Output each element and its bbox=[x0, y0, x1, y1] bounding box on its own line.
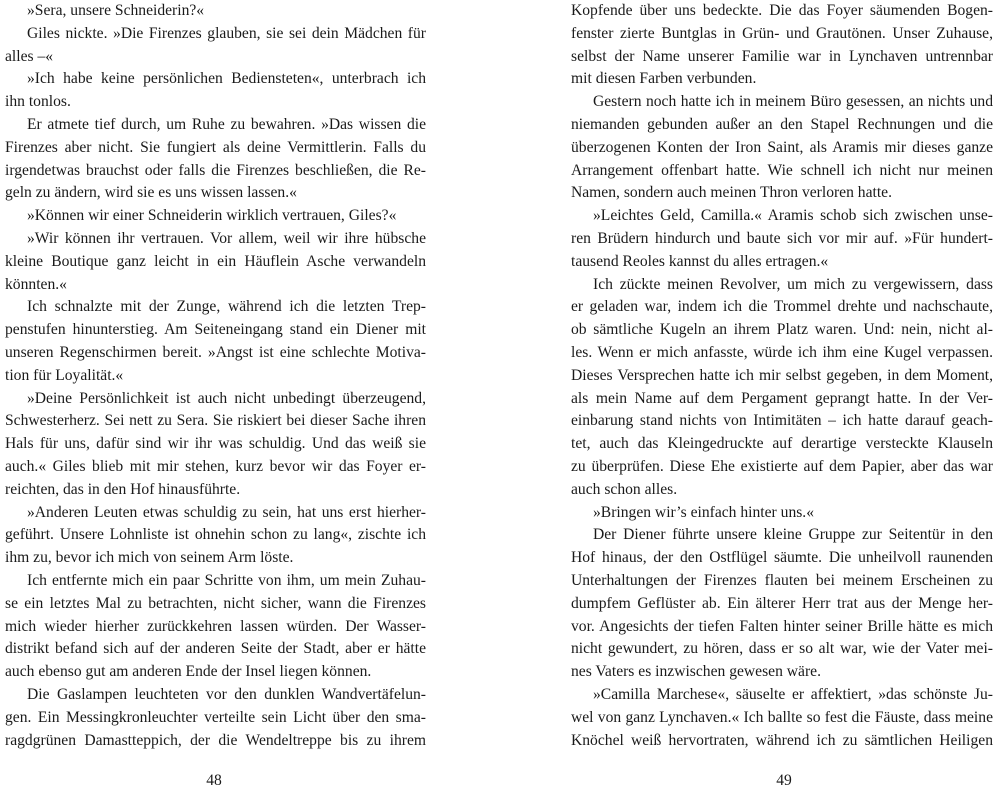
text-line: ren Brüdern hindurch und baute sich vor mir auf. »Für hundert- bbox=[571, 229, 993, 247]
text-line: penstufen hinunterstieg. Am Seiteneingang stand ein Diener mit bbox=[5, 321, 426, 339]
text-line: Dieses Versprechen hatte ich mir selbst gegeben, in dem Moment, bbox=[571, 366, 993, 384]
text-line: vor. Angesichts der tiefen Falten hinter seiner Brille hätte es mich bbox=[571, 617, 993, 635]
text-line: tausend Reoles kannst du alles ertragen.« bbox=[571, 252, 829, 270]
text-line: Arrangement offenbart hatte. Wie schnell ich nicht nur meinen bbox=[571, 161, 993, 179]
text-line: »Camilla Marchese«, säuselte er affektiert, »das schönste Ju- bbox=[593, 685, 993, 703]
right-page-body bbox=[571, 0, 993, 752]
text-line: les. Wenn er mich anfasste, würde ich ihm eine Kugel verpassen. bbox=[571, 343, 993, 361]
text-line: Hals für uns, dafür sind wir ihr was schuldig. Und das weiß sie bbox=[5, 435, 426, 453]
text-line: nes Vaters es inzwischen gewesen wäre. bbox=[571, 663, 821, 681]
text-line: ihn tonlos. bbox=[5, 93, 71, 111]
text-line: Die Gaslampen leuchteten vor den dunklen Wandvertäfelun- bbox=[27, 685, 426, 703]
left-page-body bbox=[5, 0, 426, 752]
text-line: Hof hinaus, der den Ostflügel säumte. Die unheilvoll raunenden bbox=[571, 549, 993, 567]
text-line: zu überprüfen. Diese Ehe existierte auf dem Papier, aber das war bbox=[571, 457, 993, 475]
text-line: tet, auch das Kleingedruckte auf derartige versteckte Klauseln bbox=[571, 435, 993, 453]
text-line: »Bringen wir’s einfach hinter uns.« bbox=[593, 503, 815, 521]
text-line: auch schon alles. bbox=[571, 480, 678, 498]
text-line: geln zu ändern, wird sie es uns wissen lassen.« bbox=[5, 184, 297, 202]
text-line: ob sämtliche Kugeln an ihrem Platz waren. Und: nein, nicht al- bbox=[571, 321, 993, 339]
text-line: wel von ganz Lynchaven.« Ich ballte so fest die Fäuste, dass meine bbox=[571, 708, 993, 726]
text-line: »Deine Persönlichkeit ist auch nicht unbedingt überzeugend, bbox=[27, 389, 426, 407]
text-line: »Ich habe keine persönlichen Bediensteten«, unterbrach ich bbox=[27, 70, 426, 88]
text-line: Knöchel weiß hervortraten, während ich zu sämtlichen Heiligen bbox=[571, 731, 993, 749]
text-line: tion für Loyalität.« bbox=[5, 366, 124, 384]
text-line: Ich zückte meinen Revolver, um mich zu vergewissern, dass bbox=[593, 275, 993, 293]
text-line: »Sera, unsere Schneiderin?« bbox=[27, 2, 205, 19]
text-line: distrikt befand sich auf der anderen Seite der Stadt, aber er hätte bbox=[5, 640, 426, 658]
text-line: alles –« bbox=[5, 47, 54, 65]
text-line: reichten, das in den Hof hinausführte. bbox=[5, 480, 241, 498]
text-line: »Wir können ihr vertrauen. Vor allem, weil wir ihre hübsche bbox=[27, 229, 426, 247]
text-line: irgendetwas brauchst oder falls die Firenzes beschließen, die Re- bbox=[5, 161, 426, 179]
text-line: Gestern noch hatte ich in meinem Büro gesessen, an nichts und bbox=[593, 93, 993, 111]
right-page-number: 49 bbox=[776, 772, 792, 789]
text-line: »Anderen Leuten etwas schuldig zu sein, hat uns erst hierher- bbox=[27, 503, 426, 521]
text-line: nicht gewundert, zu hören, dass er so alt war, wie der Vater mei- bbox=[571, 640, 993, 658]
text-line: könnten.« bbox=[5, 275, 67, 293]
text-line: Ich entfernte mich ein paar Schritte von ihm, um mein Zuhau- bbox=[27, 571, 426, 589]
text-line: niemanden gebunden außer an den Stapel Rechnungen und die bbox=[571, 115, 993, 133]
text-line: auch.« Giles blieb mit mir stehen, kurz bevor wir das Foyer er- bbox=[5, 457, 426, 475]
text-line: Schwesterherz. Sei nett zu Sera. Sie riskiert bei dieser Sache ihren bbox=[5, 412, 426, 430]
text-line: er geladen war, indem ich die Trommel drehte und nachschaute, bbox=[571, 298, 993, 316]
text-line: mit diesen Farben verbunden. bbox=[571, 70, 757, 88]
text-line: fenster zierte Buntglas in Grün- und Grautönen. Unser Zuhause, bbox=[571, 24, 993, 42]
text-line: Kopfende über uns bedeckte. Die das Foyer säumenden Bogen- bbox=[571, 2, 993, 19]
left-page-number: 48 bbox=[206, 772, 222, 789]
text-line: kleine Boutique ganz leicht in ein Häuflein Asche verwandeln bbox=[5, 252, 426, 270]
text-line: Firenzes aber nicht. Sie fungiert als deine Vermittlerin. Falls du bbox=[5, 138, 426, 156]
text-line: ragdgrünen Damastteppich, der die Wendeltreppe bis zu ihrem bbox=[5, 731, 426, 749]
text-line: auch ebenso gut am anderen Ende der Insel liegen können. bbox=[5, 663, 372, 681]
text-line: Unterhaltungen der Firenzes flauten bei meinem Erscheinen zu bbox=[571, 571, 993, 589]
text-line: dumpfem Geflüster ab. Ein älterer Herr trat aus der Menge her- bbox=[571, 594, 993, 612]
text-line: se ein letztes Mal zu betrachten, nicht sicher, wann die Firenzes bbox=[5, 594, 426, 612]
text-line: unseren Regenschirmen bereit. »Angst ist eine schlechte Motiva- bbox=[5, 343, 426, 361]
text-line: Giles nickte. »Die Firenzes glauben, sie sei dein Mädchen für bbox=[27, 24, 426, 42]
text-line: »Können wir einer Schneiderin wirklich vertrauen, Giles?« bbox=[27, 207, 397, 225]
text-line: Ich schnalzte mit der Zunge, während ich die letzten Trep- bbox=[27, 298, 426, 316]
text-line: ihm zu, bevor ich mich von seinem Arm löste. bbox=[5, 549, 294, 567]
text-line: Er atmete tief durch, um Ruhe zu bewahren. »Das wissen die bbox=[27, 115, 426, 133]
text-line: selbst der Name unserer Familie war in Lynchaven untrennbar bbox=[571, 47, 993, 65]
text-line: »Leichtes Geld, Camilla.« Aramis schob sich zwischen unse- bbox=[593, 207, 993, 225]
text-line: Namen, sondern auch meinen Thron verloren hatte. bbox=[571, 184, 893, 202]
text-line: mich wieder hierher zurückkehren lassen würden. Der Wasser- bbox=[5, 617, 426, 635]
text-line: überzogenen Konten der Iron Saint, als Aramis mir dieses ganze bbox=[571, 138, 993, 156]
text-line: einbarung stand nichts von Intimitäten – ich hatte darauf geach- bbox=[571, 412, 993, 430]
text-line: geführt. Unsere Lohnliste ist ohnehin schon zu lang«, zischte ich bbox=[5, 526, 426, 544]
text-line: gen. Ein Messingkronleuchter verteilte sein Licht über den sma- bbox=[5, 708, 426, 726]
text-line: Der Diener führte unsere kleine Gruppe zur Seitentür in den bbox=[593, 526, 993, 544]
text-line: als mein Name auf dem Pergament geprangt hatte. In der Ver- bbox=[571, 389, 993, 407]
